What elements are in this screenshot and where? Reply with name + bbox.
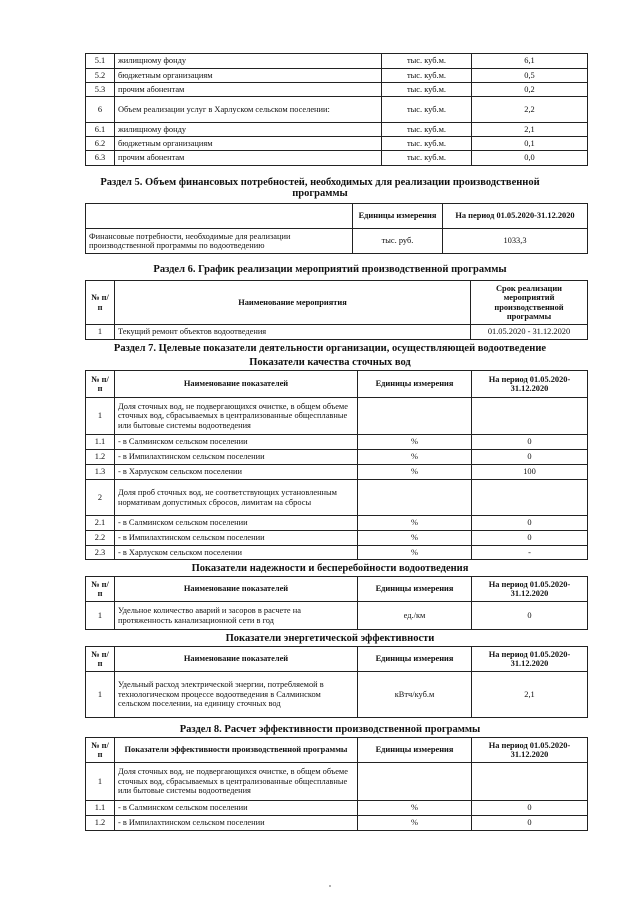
table-row: 1.2 - в Импилахтинском сельском поселении % 0 — [86, 816, 588, 831]
efficiency-table — [85, 737, 588, 831]
table-row: Финансовые потребности, необходимые для реализации производственной программы по водоотведению тыс. руб. 1033,3 — [86, 229, 588, 254]
table-header-row: № п/п Наименование мероприятия Срок реализации мероприятий производственной программы — [86, 281, 588, 325]
table-row: 1.1 - в Салминском сельском поселении % 0 — [86, 435, 588, 450]
table-row: 2.3 - в Харлуском сельском поселении % - — [86, 546, 588, 560]
table-row: 1.1 - в Салминском сельском поселении % 0 — [86, 801, 588, 816]
section-5-title: Раздел 5. Объем финансовых потребностей, необходимых для реализации производственной программы — [100, 177, 540, 199]
table-row: 2.2 - в Импилахтинском сельском поселении % 0 — [86, 531, 588, 546]
energy-subtitle: Показатели энергетической эффективности — [225, 633, 435, 644]
consumption-table — [85, 53, 588, 166]
table-row: 6.2 бюджетным организациям тыс. куб.м. 0,1 — [86, 137, 588, 151]
section-8-title: Раздел 8. Расчет эффективности производственной программы — [179, 724, 481, 735]
reliability-subtitle: Показатели надежности и бесперебойности водоотведения — [191, 563, 469, 574]
table-row: 1 Текущий ремонт объектов водоотведения 01.05.2020 - 31.12.2020 — [86, 325, 588, 340]
table-header-row: Единицы измерения На период 01.05.2020-31.12.2020 — [86, 204, 588, 229]
table-row: 5.3 прочим абонентам тыс. куб.м. 0,2 — [86, 83, 588, 97]
table-row: 5.2 бюджетным организациям тыс. куб.м. 0,5 — [86, 69, 588, 83]
table-header-row: № п/п Наименование показателей Единицы измерения На период 01.05.2020-31.12.2020 — [86, 577, 588, 602]
quality-table — [85, 370, 588, 560]
table-header-row: № п/п Наименование показателей Единицы измерения На период 01.05.2020-31.12.2020 — [86, 647, 588, 672]
table-row: 1 Удельный расход электрической энергии, потребляемой в технологическом процессе водоотведения в Салминском сельском поселении, на единицу сточных вод кВтч/куб.м 2,1 — [86, 672, 588, 718]
table-row: 6.1 жилищному фонду тыс. куб.м. 2,1 — [86, 123, 588, 137]
section-6-title: Раздел 6. График реализации мероприятий производственной программы — [153, 264, 507, 275]
section-7-title: Раздел 7. Целевые показатели деятельности организации, осуществляющей водоотведение — [113, 343, 547, 354]
reliability-table — [85, 576, 588, 630]
table-row: 5.1 жилищному фонду тыс. куб.м. 6,1 — [86, 54, 588, 69]
table-row: 1 Доля сточных вод, не подвергающихся очистке, в общем объеме сточных вод, сбрасываемых в централизованные общесплавные или бытовые системы водоотведения — [86, 763, 588, 801]
table-row: 1 Доля сточных вод, не подвергающихся очистке, в общем объеме сточных вод, сбрасываемых в централизованные общесплавные или бытовые системы водоотведения — [86, 398, 588, 435]
schedule-table — [85, 280, 588, 340]
table-row: 2 Доля проб сточных вод, не соответствующих установленным нормативам допустимых сбросов, лимитам на сбросы — [86, 480, 588, 516]
table-row: 6 Объем реализации услуг в Харлуском сельском поселении: тыс. куб.м. 2,2 — [86, 97, 588, 123]
table-header-row: № п/п Наименование показателей Единицы измерения На период 01.05.2020-31.12.2020 — [86, 371, 588, 398]
table-row: 1 Удельное количество аварий и засоров в расчете на протяженность канализационной сети в год ед./км 0 — [86, 602, 588, 630]
table-row: 1.2 - в Импилахтинском сельском поселении % 0 — [86, 450, 588, 465]
table-row: 6.3 прочим абонентам тыс. куб.м. 0,0 — [86, 151, 588, 166]
financial-table — [85, 203, 588, 254]
table-header-row: № п/п Показатели эффективности производственной программы Единицы измерения На период 01.05.2020-31.12.2020 — [86, 738, 588, 763]
table-row: 2.1 - в Салминском сельском поселении % 0 — [86, 516, 588, 531]
energy-table — [85, 646, 588, 718]
scan-speck — [329, 885, 331, 887]
quality-subtitle: Показатели качества сточных вод — [249, 357, 411, 368]
table-row: 1.3 - в Харлуском сельском поселении % 100 — [86, 465, 588, 480]
